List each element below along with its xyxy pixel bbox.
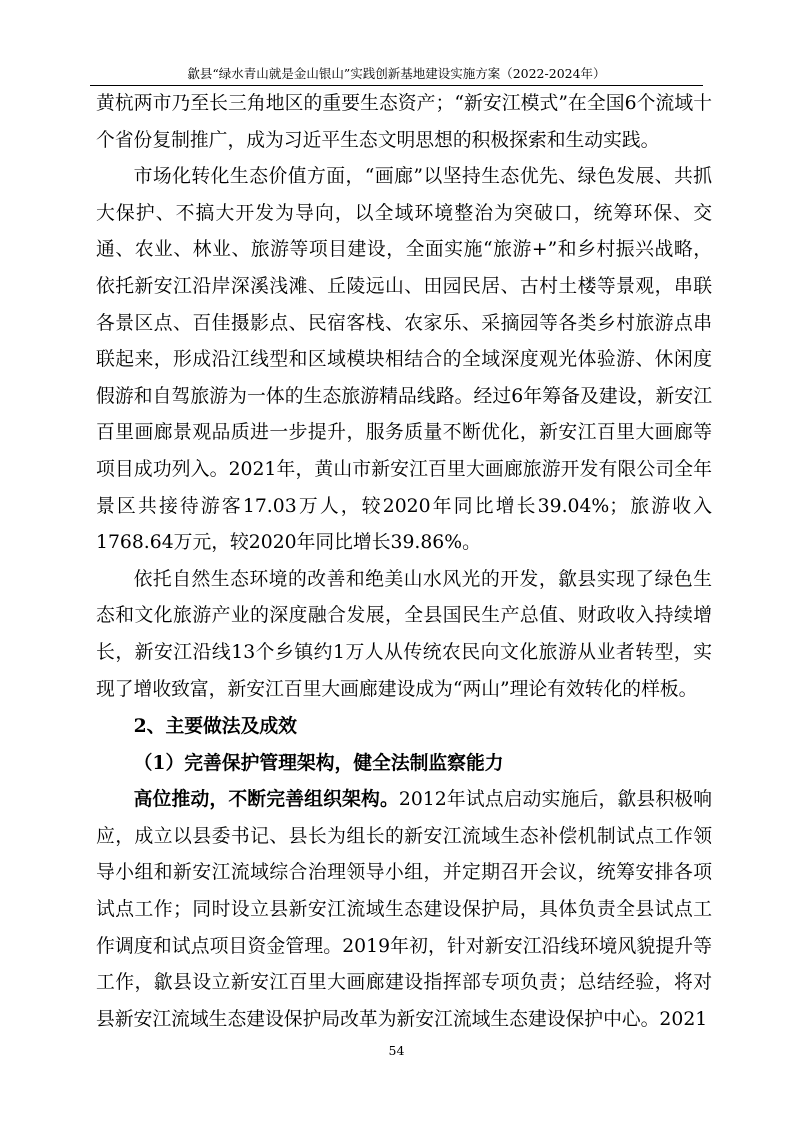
subsection-heading: （1）完善保护管理架构，健全法制监察能力 [133,751,504,774]
page-number: 54 [388,1043,405,1058]
paragraph-market-value: 市场化转化生态价值方面，“画廊”以坚持生态优先、绿色发展、共抓大保护、不搞大开发为导向，以全域环境整治为突破口，统筹环保、交通、农业、林业、旅游等项目建设，全面实施“旅游+”和乡村振兴战略，依托新安江沿岸深溪浅滩、丘陵远山、田园民居、古村土楼等景观，串联各景区点、百佳摄影点、民宿客栈、农家乐、采摘园等各类乡村旅游点串联起来，形成沿江线型和区域模块相结合的全域深度观光体验游、休闲度假游和自驾旅游为一体的生态旅游精品线路。经过6年筹备及建设，新安江百里画廊景观品质进一步提升，服务质量不断优化，新安江百里大画廊等项目成功列入。2021年，黄山市新安江百里大画廊旅游开发有限公司全年景区共接待游客17.03万人，较2020年同比增长39.04%；旅游收入1768.64万元，较2020年同比增长39.86%。 [96,166,712,554]
running-header: 歙县“绿水青山就是金山银山”实践创新基地建设实施方案（2022-2024年） [90,66,703,86]
paragraph-continued: 黄杭两市乃至长三角地区的重要生态资产；“新安江模式”在全国6个流域十个省份复制推广，成为习近平生态文明思想的积极探索和生动实践。 [96,93,712,151]
paragraph-tourism-integration: 依托自然生态环境的改善和绝美山水风光的开发，歙县实现了绿色生态和文化旅游产业的深度融合发展，全县国民生产总值、财政收入持续增长，新安江沿线13个乡镇约1万人从传统农民向文化旅游从业者转型，实现了增收致富，新安江百里大画廊建设成为“两山”理论有效转化的样板。 [96,568,712,700]
document-body [96,86,712,1038]
paragraph-lead-text: 高位推动，不断完善组织架构。 [133,788,399,811]
paragraph-organization [96,781,712,1038]
section-heading: 2、主要做法及成效 [133,715,297,738]
paragraph-body-text: 2012年试点启动实施后，歙县积极响应，成立以县委书记、县长为组长的新安江流域生态补偿机制试点工作领导小组和新安江流域综合治理领导小组，并定期召开会议，统筹安排各项试点工作；同时设立县新安江流域生态建设保护局，具体负责全县试点工作调度和试点项目资金管理。2019年初，针对新安江沿线环境风貌提升等工作，歙县设立新安江百里大画廊建设指挥部专项负责；总结经验，将对县新安江流域生态建设保护局改革为新安江流域生态建设保护中心。2021 [96,789,713,1030]
